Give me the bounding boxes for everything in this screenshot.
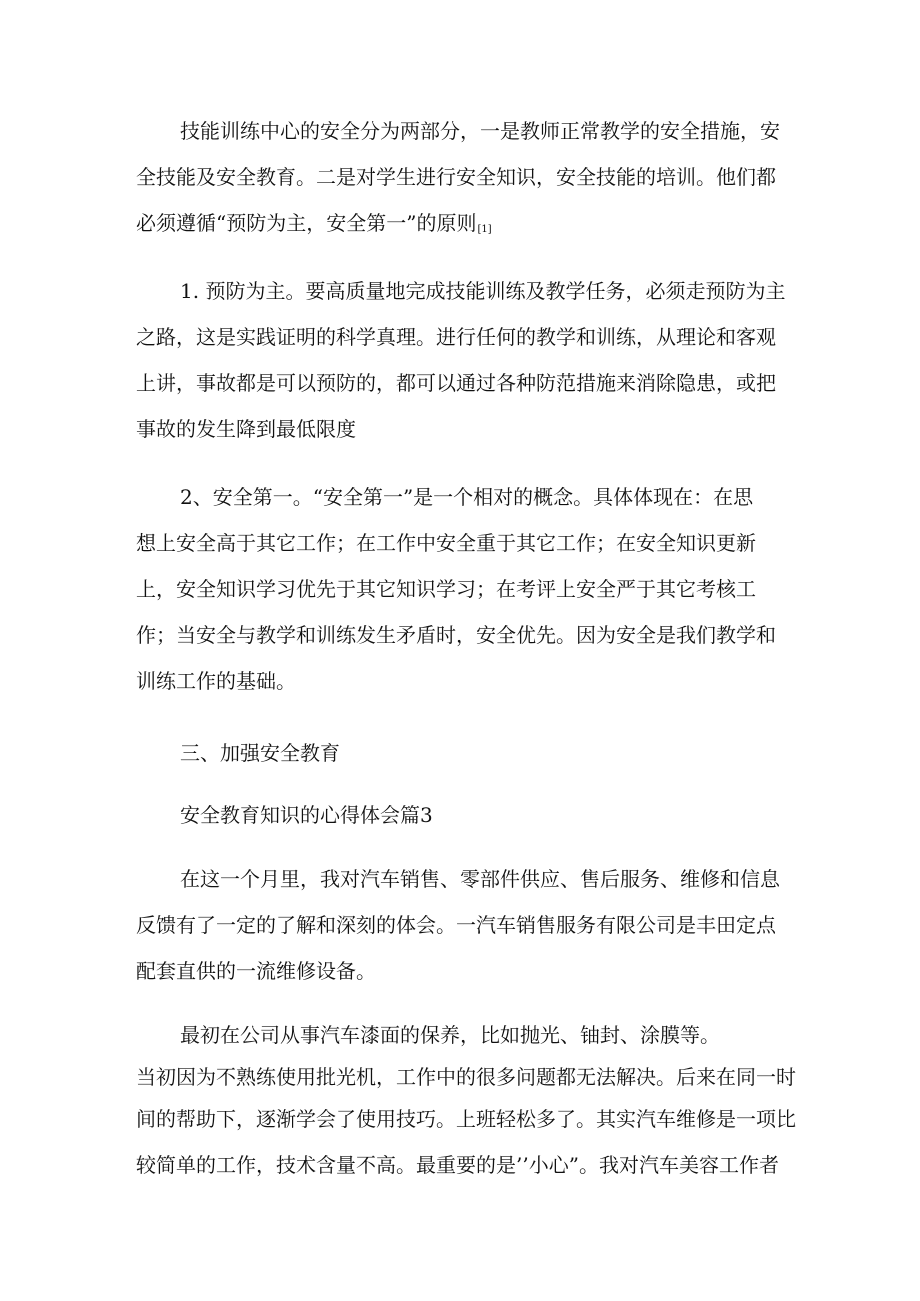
article-title: 安全教育知识的心得体会篇3: [180, 803, 433, 827]
text-line: 事故的发生降到最低限度: [136, 417, 356, 441]
paragraph-car-care: [136, 1012, 796, 1188]
paragraph-car-sales: [136, 856, 796, 994]
footnote-marker: [1]: [477, 224, 492, 235]
text-line: 上，安全知识学习优先于其它知识学习；在考评上安全严于其它考核工: [136, 577, 756, 601]
paragraph-prevention-first: [136, 268, 796, 452]
paragraph-safety-parts: [136, 108, 796, 253]
section-heading: 三、加强安全教育: [180, 741, 340, 765]
text-line: 反馈有了一定的了解和深刻的体会。一汽车销售服务有限公司是丰田定点: [136, 913, 776, 937]
text-line: 技能训练中心的安全分为两部分，一是教师正常教学的安全措施，安: [180, 119, 780, 143]
text-line: 作；当安全与教学和训练发生矛盾时，安全优先。因为安全是我们教学和: [136, 623, 776, 647]
text-line: 最初在公司从事汽车漆面的保养，比如抛光、铀封、涂膜等。: [180, 1023, 720, 1047]
text-line: 训练工作的基础。: [136, 669, 296, 693]
text-line: 1. 预防为主。要高质量地完成技能训练及教学任务，必须走预防为主: [180, 279, 786, 303]
text-line: 全技能及安全教育。二是对学生进行安全知识，安全技能的培训。他们都: [136, 165, 776, 189]
text-line: 2、安全第一。“安全第一”是一个相对的概念。具体体现在：在思: [180, 485, 754, 509]
text-line: 配套直供的一流维修设备。: [136, 959, 376, 983]
text-line: 间的帮助下，逐渐学会了使用技巧。上班轻松多了。其实汽车维修是一项比: [136, 1107, 796, 1131]
text-line: 想上安全高于其它工作；在工作中安全重于其它工作；在安全知识更新: [136, 531, 756, 555]
text-line-content: 必须遵循“预防为主，安全第一”的原则: [136, 211, 477, 235]
text-line: 之路，这是实践证明的科学真理。进行任何的教学和训练，从理论和客观: [136, 325, 776, 349]
text-line: 上讲，事故都是可以预防的，都可以通过各种防范措施来消除隐患，或把: [136, 371, 776, 395]
text-line: 当初因为不熟练使用批光机，工作中的很多问题都无法解决。后来在同一时: [136, 1065, 796, 1089]
text-line: [136, 200, 796, 253]
text-line: 在这一个月里，我对汽车销售、零部件供应、售后服务、维修和信息: [180, 867, 780, 891]
text-line: 较简单的工作，技术含量不高。最重要的是’’小心”。我对汽车美容工作者: [136, 1153, 779, 1177]
paragraph-safety-first: [136, 474, 796, 704]
